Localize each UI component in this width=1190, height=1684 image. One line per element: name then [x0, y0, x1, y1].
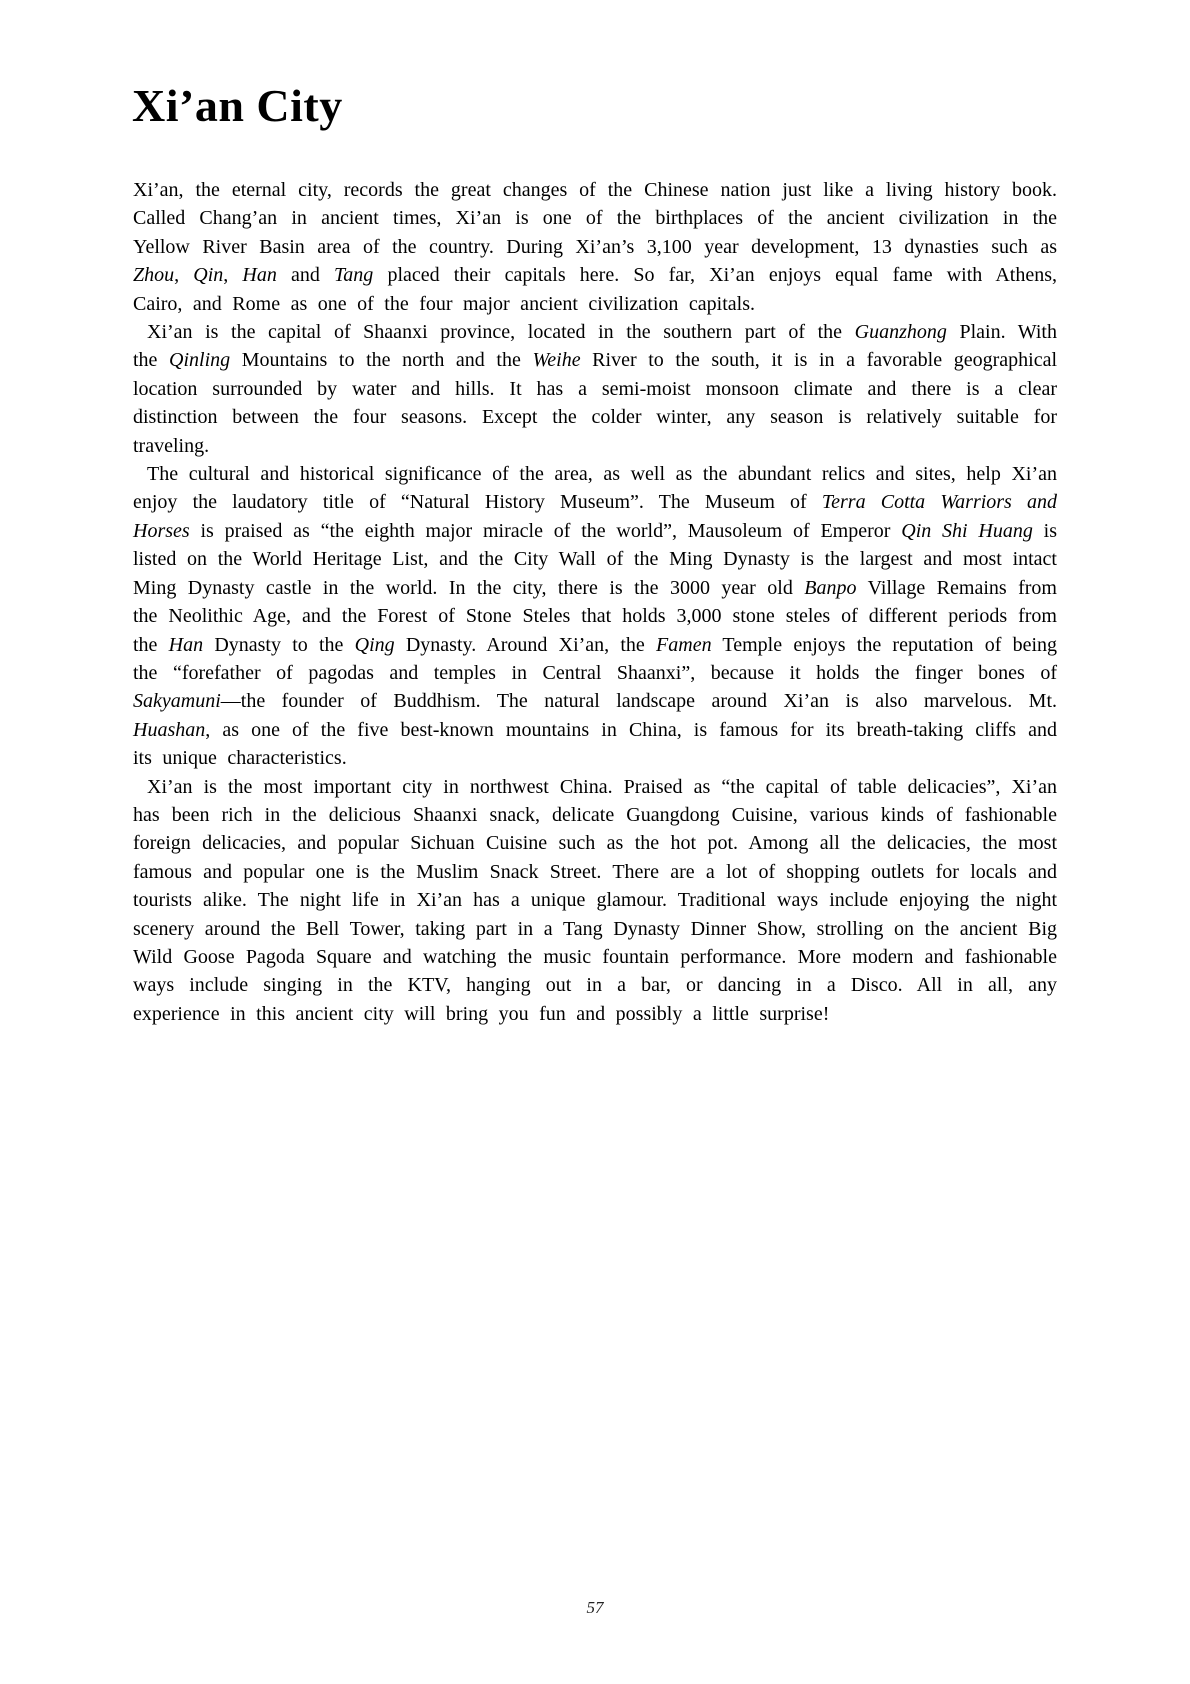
text-segment: —the founder of Buddhism. The natural landscape around Xi’an is also marvelous. Mt. — [220, 690, 1057, 713]
paragraph — [133, 318, 1057, 460]
text-segment: Plain. With the — [133, 321, 1057, 372]
italic-text-segment: Banpo — [804, 576, 857, 599]
text-segment: , — [223, 264, 243, 287]
italic-text-segment: Qin Shi Huang — [901, 519, 1033, 542]
text-segment: The cultural and historical significance of the area, as well as the abundant relics and sites, help Xi’an enjoy the laudatory title of “Natural History Museum”. The Museum of — [133, 463, 1057, 514]
italic-text-segment: Zhou — [133, 264, 175, 287]
paragraph — [133, 460, 1057, 772]
text-segment: Mountains to the north and the — [230, 349, 533, 372]
text-segment: Village Remains from the Neolithic Age, and the Forest of Stone Steles that holds 3,000 stone steles of different periods from the — [133, 576, 1057, 656]
text-segment: Xi’an is the most important city in northwest China. Praised as “the capital of table delicacies”, Xi’an has been rich in the delicious Shaanxi snack, delicate Guangdong Cuisine, various kinds of fashionable foreign delicacies, and popular Sichuan Cuisine such as the hot pot. Among all the delicacies, the most famous and popular one is the Muslim Snack Street. There are a lot of shopping outlets for locals and tourists alike. The night life in Xi’an has a unique glamour. Traditional ways include enjoying the night scenery around the Bell Tower, taking part in a Tang Dynasty Dinner Show, strolling on the ancient Big Wild Goose Pagoda Square and watching the music fountain performance. More modern and fashionable ways include singing in the KTV, hanging out in a bar, or dancing in a Disco. All in all, any experience in this ancient city will bring you fun and possibly a little surprise! — [133, 775, 1057, 1025]
page-number: 57 — [586, 1598, 604, 1617]
text-segment: , — [174, 264, 194, 287]
text-segment: placed their capitals here. So far, Xi’an enjoys equal fame with Athens, Cairo, and Rome as one of the four major ancient civilization capitals. — [133, 264, 1057, 315]
text-segment: is praised as “the eighth major miracle of the world”, Mausoleum of Emperor — [189, 519, 902, 542]
italic-text-segment: Qinling — [169, 349, 231, 372]
text-segment: Temple enjoys the reputation of being the “forefather of pagodas and temples in Central Shaanxi”, because it holds the finger bones of — [133, 633, 1058, 684]
text-segment: , as one of the five best-known mountains in China, is famous for its breath-taking cliffs and its unique characteristics. — [133, 718, 1057, 770]
italic-text-segment: Han — [242, 264, 277, 287]
italic-text-segment: Han — [168, 633, 204, 656]
article-body — [133, 176, 1057, 1028]
italic-text-segment: Qin — [193, 264, 224, 287]
text-segment: Xi’an is the capital of Shaanxi province, located in the southern part of the — [147, 321, 855, 344]
italic-text-segment: Famen — [656, 633, 712, 656]
italic-text-segment: Terra Cotta Warriors and Horses — [133, 491, 1057, 542]
text-segment: River to the south, it is in a favorable geographical location surrounded by water and hills. It has a semi-moist monsoon climate and there is a clear distinction between the four seasons. Except the colder winter, any season is relatively suitable for traveling. — [133, 349, 1057, 457]
text-segment: Dynasty to the — [203, 633, 355, 656]
text-segment: Dynasty. Around Xi’an, the — [394, 633, 657, 656]
italic-text-segment: Guanzhong — [854, 321, 947, 344]
italic-text-segment: Weihe — [532, 349, 581, 372]
italic-text-segment: Sakyamuni — [133, 690, 221, 713]
italic-text-segment: Tang — [334, 264, 374, 287]
italic-text-segment: Qing — [354, 633, 395, 656]
italic-text-segment: Huashan — [133, 718, 206, 741]
text-segment: is listed on the World Heritage List, and the City Wall of the Ming Dynasty is the largest and most intact Ming Dynasty castle in the world. In the city, there is the 3000 year old — [133, 519, 1057, 599]
page-title: Xi’an City — [132, 80, 343, 131]
paragraph — [133, 773, 1057, 1029]
text-segment: Xi’an, the eternal city, records the great changes of the Chinese nation just like a living history book. Called Chang’an in ancient times, Xi’an is one of the birthplaces of the ancient civilization in the Yellow River Basin area of the country. During Xi’an’s 3,100 year development, 13 dynasties such as — [133, 179, 1057, 258]
paragraph — [133, 176, 1057, 318]
text-segment: and — [276, 264, 335, 287]
